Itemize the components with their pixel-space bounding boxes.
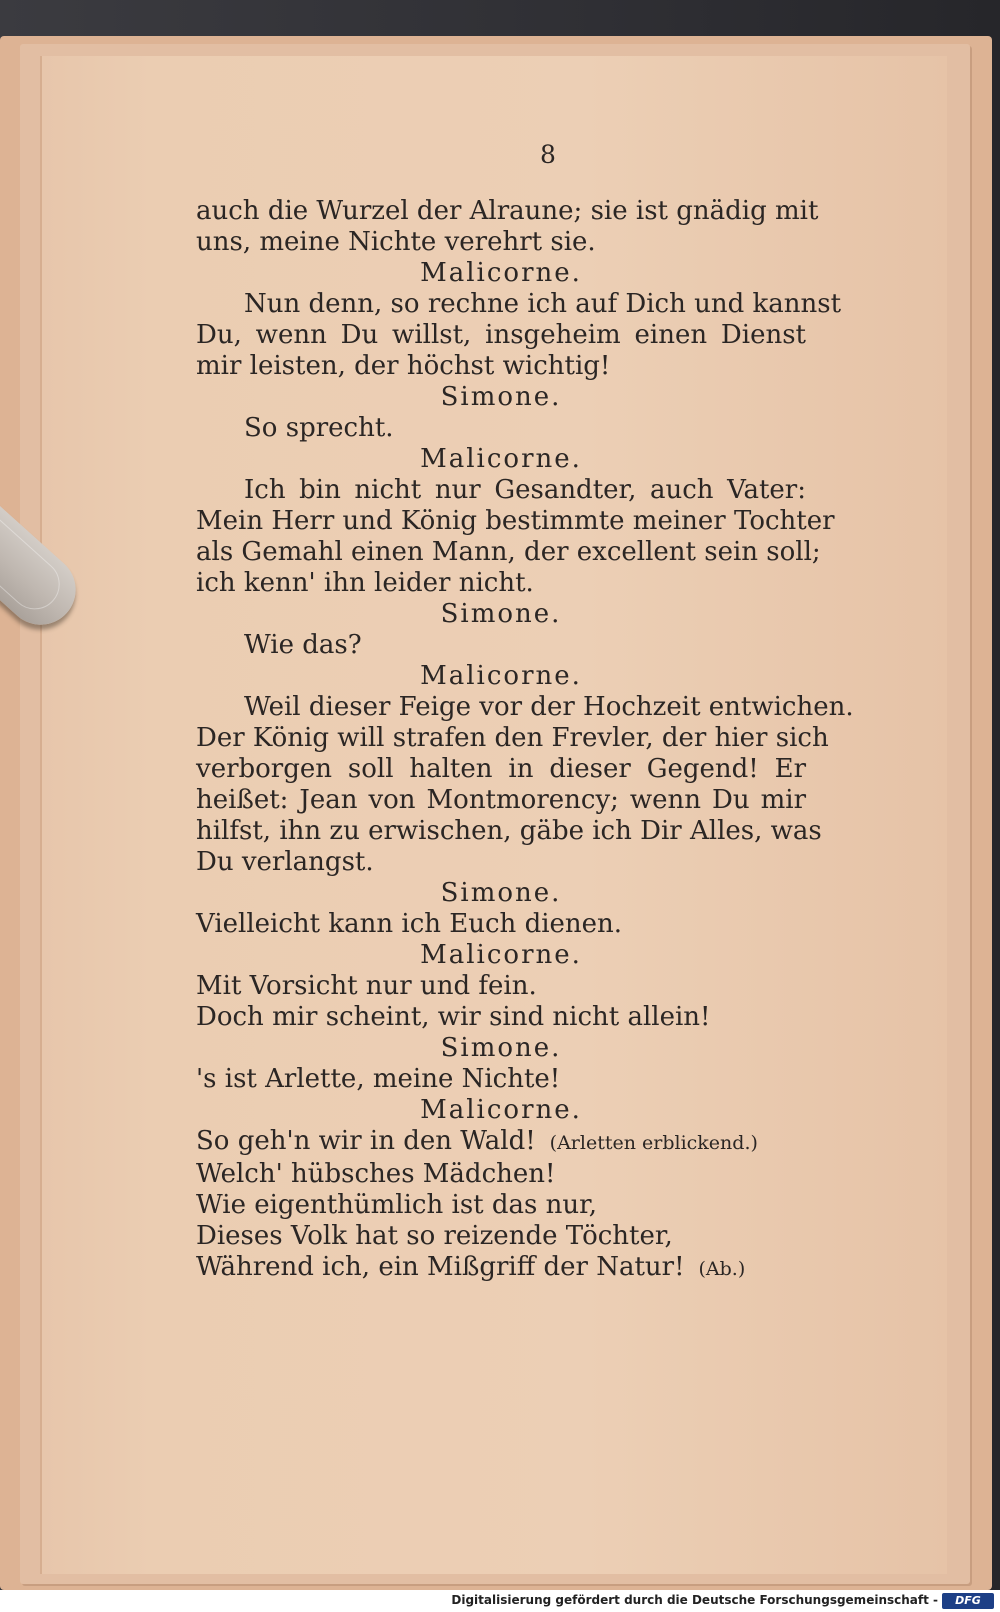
stage-direction: (Ab.)	[698, 1258, 746, 1280]
text-line: mir leisten, der höchst wichtig!	[196, 351, 611, 381]
text-line: hilfst, ihn zu erwischen, gäbe ich Dir Alles, was	[196, 816, 822, 846]
footer-bar	[0, 1590, 1000, 1612]
text-line: auch die Wurzel der Alraune; sie ist gnädig mit	[196, 196, 819, 226]
text-line: Der König will strafen den Frevler, der hier sich	[196, 723, 829, 753]
text-line: Nun denn, so rechne ich auf Dich und kannst	[244, 289, 842, 319]
footer-credit: Digitalisierung gefördert durch die Deutsche Forschungsgemeinschaft -	[451, 1593, 938, 1607]
text-line: Ich bin nicht nur Gesandter, auch Vater:	[244, 475, 806, 505]
text-line: 's ist Arlette, meine Nichte!	[196, 1064, 561, 1094]
speaker-name: Malicorne.	[420, 940, 582, 970]
text-line: heißet: Jean von Montmorency; wenn Du mir	[196, 785, 806, 815]
text-line: Du verlangst.	[196, 847, 374, 877]
speaker-name: Simone.	[440, 878, 562, 908]
text-line: Welch' hübsches Mädchen!	[196, 1159, 556, 1189]
text-line: Mit Vorsicht nur und fein.	[196, 971, 537, 1001]
text-line: uns, meine Nichte verehrt sie.	[196, 227, 596, 257]
text-line: Vielleicht kann ich Euch dienen.	[196, 909, 623, 939]
text-line: Weil dieser Feige vor der Hochzeit entwichen.	[244, 692, 854, 722]
text-line: Mein Herr und König bestimmte meiner Tochter	[196, 506, 835, 536]
text-line: Doch mir scheint, wir sind nicht allein!	[196, 1002, 711, 1032]
text-line: Wie eigenthümlich ist das nur,	[196, 1190, 597, 1220]
speaker-name: Malicorne.	[420, 661, 582, 691]
text-line	[196, 1252, 806, 1285]
speaker-name: Simone.	[440, 1033, 562, 1063]
speaker-name: Simone.	[440, 599, 562, 629]
speaker-name: Malicorne.	[420, 1095, 582, 1125]
text-line: ich kenn' ihn leider nicht.	[196, 568, 534, 598]
text-line: Wie das?	[244, 630, 362, 660]
speaker-name: Malicorne.	[420, 444, 582, 474]
speaker-name: Simone.	[440, 382, 562, 412]
page-text	[196, 196, 854, 1285]
text-line: So sprecht.	[244, 413, 394, 443]
line-text: So geh'n wir in den Wald!	[196, 1126, 536, 1156]
line-text: Während ich, ein Mißgriff der Natur!	[196, 1252, 685, 1282]
text-line: Du, wenn Du willst, insgeheim einen Dienst	[196, 320, 806, 350]
text-line	[196, 1126, 806, 1159]
text-line: Dieses Volk hat so reizende Töchter,	[196, 1221, 673, 1251]
stage-direction: (Arletten erblickend.)	[549, 1132, 758, 1154]
page-number: 8	[540, 140, 556, 169]
dfg-logo[interactable]: DFG	[942, 1593, 994, 1609]
speaker-name: Malicorne.	[420, 258, 582, 288]
text-line: als Gemahl einen Mann, der excellent sein soll;	[196, 537, 821, 567]
text-line: verborgen soll halten in dieser Gegend! Er	[196, 754, 806, 784]
